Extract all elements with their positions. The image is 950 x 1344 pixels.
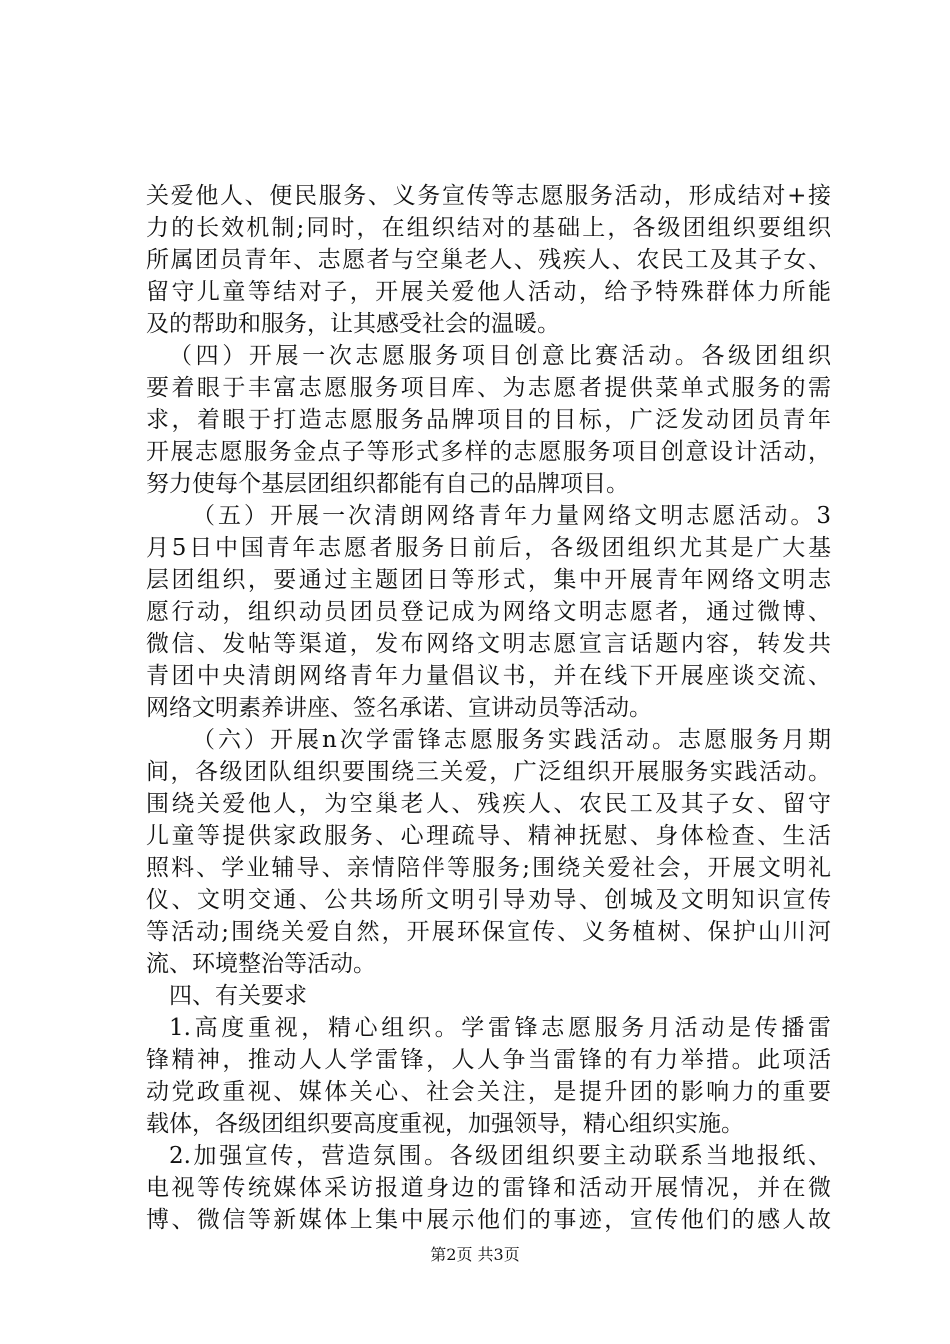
text-line: 及的帮助和服务，让其感受社会的温暖。 — [146, 311, 560, 337]
page-footer — [0, 1245, 950, 1265]
text-line: 层团组织，要通过主题团日等形式，集中开展青年网络文明志 — [146, 567, 831, 593]
text-line: 仪、文明交通、公共场所文明引导劝导、创城及文明知识宣传 — [146, 887, 831, 913]
section-title: 四、有关要求 — [169, 983, 307, 1009]
section-heading-line: （四）开展一次志愿服务项目创意比赛活动。各级团组织 — [169, 343, 831, 369]
text-line: 电视等传统媒体采访报道身边的雷锋和活动开展情况，并在微 — [146, 1175, 831, 1201]
text-line: 关爱他人、便民服务、义务宣传等志愿服务活动，形成结对+接 — [146, 183, 831, 209]
section-heading-line: 1.高度重视，精心组织。学雷锋志愿服务月活动是传播雷 — [169, 1015, 831, 1041]
text-line: 流、环境整治等活动。 — [146, 951, 376, 977]
section-heading-line: （五）开展一次清朗网络青年力量网络文明志愿活动。3 — [192, 503, 831, 529]
text-line: 载体，各级团组织要高度重视，加强领导，精心组织实施。 — [146, 1111, 744, 1137]
text-line: 儿童等提供家政服务、心理疏导、精神抚慰、身体检查、生活 — [146, 823, 831, 849]
text-line: 围绕关爱他人，为空巢老人、残疾人、农民工及其子女、留守 — [146, 791, 831, 817]
text-line: 等活动;围绕关爱自然，开展环保宣传、义务植树、保护山川河 — [146, 919, 831, 945]
text-line: 留守儿童等结对子，开展关爱他人活动，给予特殊群体力所能 — [146, 279, 831, 305]
text-line: 博、微信等新媒体上集中展示他们的事迹，宣传他们的感人故 — [146, 1207, 831, 1233]
text-line: 开展志愿服务金点子等形式多样的志愿服务项目创意设计活动， — [146, 439, 831, 465]
text-line: 照料、学业辅导、亲情陪伴等服务;围绕关爱社会，开展文明礼 — [146, 855, 831, 881]
page-number: 第2页 共3页 — [430, 1245, 520, 1264]
text-line: 动党政重视、媒体关心、社会关注，是提升团的影响力的重要 — [146, 1079, 831, 1105]
text-line: 愿行动，组织动员团员登记成为网络文明志愿者，通过微博、 — [146, 599, 831, 625]
text-line: 要着眼于丰富志愿服务项目库、为志愿者提供菜单式服务的需 — [146, 375, 831, 401]
text-line: 微信、发帖等渠道，发布网络文明志愿宣言话题内容，转发共 — [146, 631, 831, 657]
text-line: 间，各级团队组织要围绕三关爱，广泛组织开展服务实践活动。 — [146, 759, 831, 785]
text-line: 努力使每个基层团组织都能有自己的品牌项目。 — [146, 471, 629, 497]
text-line: 月5日中国青年志愿者服务日前后，各级团组织尤其是广大基 — [146, 535, 831, 561]
text-line: 求，着眼于打造志愿服务品牌项目的目标，广泛发动团员青年 — [146, 407, 831, 433]
text-line: 青团中央清朗网络青年力量倡议书，并在线下开展座谈交流、 — [146, 663, 831, 689]
section-heading-line: （六）开展n次学雷锋志愿服务实践活动。志愿服务月期 — [192, 727, 831, 753]
text-line: 网络文明素养讲座、签名承诺、宣讲动员等活动。 — [146, 695, 652, 721]
section-heading-line: 2.加强宣传，营造氛围。各级团组织要主动联系当地报纸、 — [169, 1143, 831, 1169]
text-line: 力的长效机制;同时，在组织结对的基础上，各级团组织要组织 — [146, 215, 831, 241]
text-line: 锋精神，推动人人学雷锋，人人争当雷锋的有力举措。此项活 — [146, 1047, 831, 1073]
document-body — [146, 180, 831, 1236]
text-line: 所属团员青年、志愿者与空巢老人、残疾人、农民工及其子女、 — [146, 247, 831, 273]
